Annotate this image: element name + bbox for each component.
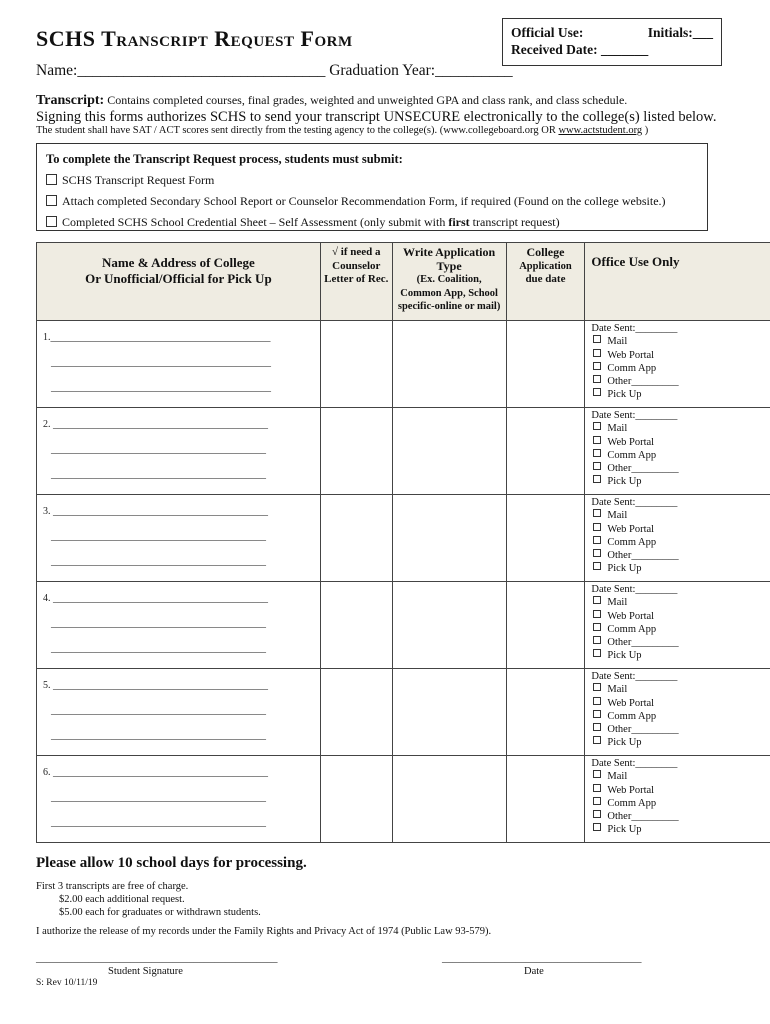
college-line[interactable]: ___________________________________________ [51, 817, 266, 828]
checkbox-icon[interactable] [593, 549, 601, 557]
due-date-cell[interactable] [506, 495, 585, 582]
submit-heading: To complete the Transcript Request process, students must submit: [46, 152, 403, 166]
checkbox-icon[interactable] [593, 683, 601, 691]
college-line[interactable]: ___________________________________________ [51, 643, 266, 654]
counselor-letter-header: √ if need a Counselor Letter of Rec. [320, 243, 392, 321]
college-line[interactable]: ___________________________________________ [51, 705, 266, 716]
college-line[interactable]: 4. ___________________________________________ [43, 593, 268, 604]
date-sent-field[interactable]: Date Sent:________ [591, 671, 678, 682]
counselor-letter-cell[interactable] [320, 408, 392, 495]
office-option-other[interactable]: Other_________ [591, 462, 765, 475]
office-use-cell [585, 669, 770, 756]
college-entry-cell[interactable] [37, 408, 321, 495]
office-option-web-portal[interactable]: Web Portal [591, 523, 765, 536]
college-entry-cell[interactable] [37, 756, 321, 843]
application-type-cell[interactable] [392, 756, 506, 843]
office-option-mail[interactable]: Mail [591, 422, 765, 435]
office-option-web-portal[interactable]: Web Portal [591, 697, 765, 710]
college-line[interactable]: 6. ___________________________________________ [43, 767, 268, 778]
college-entry-cell[interactable] [37, 582, 321, 669]
revision-note: S: Rev 10/11/19 [36, 978, 98, 988]
office-use-cell [585, 582, 770, 669]
office-option-web-portal[interactable]: Web Portal [591, 436, 765, 449]
processing-notice: Please allow 10 school days for processing. [36, 855, 307, 871]
checkbox[interactable] [46, 216, 57, 227]
fee-schedule: First 3 transcripts are free of charge. $2.00 each additional request. $5.00 each for graduates or withdrawn students. [36, 881, 261, 918]
due-date-cell[interactable] [506, 408, 585, 495]
checkbox-icon[interactable] [593, 422, 601, 430]
office-option-comm-app[interactable]: Comm App [591, 449, 765, 462]
checkbox-icon[interactable] [593, 649, 601, 657]
checkbox-icon[interactable] [593, 697, 601, 705]
office-use-cell [585, 756, 770, 843]
name-graduation-line[interactable]: Name:________________________________ Graduation Year:__________ [36, 62, 513, 79]
application-type-cell[interactable] [392, 669, 506, 756]
official-use-label: Official Use: [511, 25, 584, 40]
application-type-cell[interactable] [392, 495, 506, 582]
office-option-pick-up[interactable]: Pick Up [591, 736, 765, 749]
college-entry-cell[interactable] [37, 495, 321, 582]
due-date-header: College Application due date [506, 243, 585, 321]
requirement-item: Attach completed Secondary School Report or Counselor Recommendation Form, if required (Found on the college website.) [46, 191, 698, 212]
checkbox-icon[interactable] [593, 436, 601, 444]
checkbox-icon[interactable] [593, 462, 601, 470]
application-type-cell[interactable] [392, 321, 506, 408]
checkbox-icon[interactable] [593, 523, 601, 531]
date-label: Date [524, 966, 544, 977]
checkbox-icon[interactable] [593, 736, 601, 744]
due-date-cell[interactable] [506, 669, 585, 756]
checkbox[interactable] [46, 195, 57, 206]
transcript-label: Transcript: [36, 93, 105, 108]
college-name-header: Name & Address of College Or Unofficial/Official for Pick Up [37, 243, 321, 321]
official-use-box [502, 18, 722, 66]
office-use-cell [585, 321, 770, 408]
signature-field[interactable]: ______________________________________________ [36, 953, 278, 964]
college-line[interactable]: ___________________________________________ [51, 792, 266, 803]
office-option-other[interactable]: Other_________ [591, 375, 765, 388]
office-option-mail[interactable]: Mail [591, 596, 765, 609]
checkbox-icon[interactable] [593, 710, 601, 718]
college-line[interactable]: ___________________________________________ [51, 531, 266, 542]
checkbox-icon[interactable] [593, 823, 601, 831]
office-option-other[interactable]: Other_________ [591, 549, 765, 562]
college-line[interactable]: ____________________________________________ [51, 382, 271, 393]
office-option-pick-up[interactable]: Pick Up [591, 823, 765, 836]
counselor-letter-cell[interactable] [320, 495, 392, 582]
office-option-other[interactable]: Other_________ [591, 723, 765, 736]
checkbox-icon[interactable] [593, 610, 601, 618]
college-line[interactable]: 5. ___________________________________________ [43, 680, 268, 691]
college-line[interactable]: 3. ___________________________________________ [43, 506, 268, 517]
office-use-header: Office Use Only [585, 243, 770, 321]
college-line[interactable]: ____________________________________________ [51, 357, 271, 368]
checkbox[interactable] [46, 174, 57, 185]
signature-label: Student Signature [108, 966, 183, 977]
counselor-letter-cell[interactable] [320, 669, 392, 756]
application-type-cell[interactable] [392, 408, 506, 495]
table-row [37, 321, 770, 408]
date-sent-field[interactable]: Date Sent:________ [591, 758, 678, 769]
checkbox-icon[interactable] [593, 623, 601, 631]
checkbox-icon[interactable] [593, 636, 601, 644]
application-type-header: Write Application Type (Ex. Coalition, Common App, School specific-online or mail) [392, 243, 506, 321]
college-line[interactable]: ___________________________________________ [51, 618, 266, 629]
college-line[interactable]: ___________________________________________ [51, 556, 266, 567]
checkbox-icon[interactable] [593, 596, 601, 604]
office-option-comm-app[interactable]: Comm App [591, 536, 765, 549]
checkbox-icon[interactable] [593, 797, 601, 805]
office-option-mail[interactable]: Mail [591, 683, 765, 696]
act-student-link[interactable]: www.actstudent.org [558, 125, 643, 136]
office-option-mail[interactable]: Mail [591, 770, 765, 783]
office-use-cell [585, 495, 770, 582]
date-sent-field[interactable]: Date Sent:________ [591, 584, 678, 595]
office-option-comm-app[interactable]: Comm App [591, 623, 765, 636]
office-option-other[interactable]: Other_________ [591, 636, 765, 649]
counselor-letter-cell[interactable] [320, 321, 392, 408]
checkbox-icon[interactable] [593, 810, 601, 818]
transcript-description: Transcript: Contains completed courses, final grades, weighted and unweighted GPA and class rank, and class schedule. [36, 93, 628, 108]
table-row [37, 408, 770, 495]
college-line[interactable]: ___________________________________________ [51, 469, 266, 480]
office-option-web-portal[interactable]: Web Portal [591, 610, 765, 623]
table-row [37, 669, 770, 756]
office-option-pick-up[interactable]: Pick Up [591, 388, 765, 401]
checkbox-icon[interactable] [593, 562, 601, 570]
table-row [37, 756, 770, 843]
date-sent-field[interactable]: Date Sent:________ [591, 410, 678, 421]
checkbox-icon[interactable] [593, 723, 601, 731]
checkbox-icon[interactable] [593, 536, 601, 544]
requirement-item: Completed SCHS School Credential Sheet – Self Assessment (only submit with first transcript request) [46, 212, 698, 233]
checkbox-icon[interactable] [593, 335, 601, 343]
due-date-cell[interactable] [506, 582, 585, 669]
checkbox-icon[interactable] [593, 388, 601, 396]
office-option-pick-up[interactable]: Pick Up [591, 649, 765, 662]
checkbox-icon[interactable] [593, 509, 601, 517]
scores-note: The student shall have SAT / ACT scores sent directly from the testing agency to the college(s). (www.collegeboard.org OR www.actstudent.org ) [36, 125, 649, 136]
checkbox-icon[interactable] [593, 375, 601, 383]
college-line[interactable]: ___________________________________________ [51, 444, 266, 455]
table-row [37, 495, 770, 582]
office-option-web-portal[interactable]: Web Portal [591, 349, 765, 362]
office-option-mail[interactable]: Mail [591, 509, 765, 522]
checkbox-icon[interactable] [593, 770, 601, 778]
form-title: SCHS Transcript Request Form [36, 26, 353, 51]
college-line[interactable]: 2. ___________________________________________ [43, 419, 268, 430]
office-use-cell [585, 408, 770, 495]
office-option-web-portal[interactable]: Web Portal [591, 784, 765, 797]
college-line[interactable]: 1.____________________________________________ [43, 332, 271, 343]
date-field[interactable]: ______________________________________ [442, 953, 642, 964]
date-sent-field[interactable]: Date Sent:________ [591, 323, 678, 334]
office-option-pick-up[interactable]: Pick Up [591, 562, 765, 575]
counselor-letter-cell[interactable] [320, 582, 392, 669]
ferpa-authorization: I authorize the release of my records under the Family Rights and Privacy Act of 1974 (Public Law 93-579). [36, 926, 492, 937]
checkbox-icon[interactable] [593, 349, 601, 357]
college-request-table [36, 242, 770, 843]
checkbox-icon[interactable] [593, 362, 601, 370]
submit-requirements-box [36, 143, 708, 231]
table-row [37, 582, 770, 669]
office-option-comm-app[interactable]: Comm App [591, 797, 765, 810]
table-header-row [37, 243, 770, 321]
checkbox-icon[interactable] [593, 784, 601, 792]
received-date-field[interactable]: Received Date: _______ [511, 42, 649, 57]
application-type-cell[interactable] [392, 582, 506, 669]
college-entry-cell[interactable] [37, 669, 321, 756]
college-line[interactable]: ___________________________________________ [51, 730, 266, 741]
authorization-text: Signing this forms authorizes SCHS to send your transcript UNSECURE electronically to the college(s) listed below. [36, 109, 717, 125]
office-option-other[interactable]: Other_________ [591, 810, 765, 823]
checkbox-icon[interactable] [593, 475, 601, 483]
due-date-cell[interactable] [506, 756, 585, 843]
initials-field[interactable]: Initials:___ [647, 25, 713, 40]
college-entry-cell[interactable] [37, 321, 321, 408]
counselor-letter-cell[interactable] [320, 756, 392, 843]
checkbox-icon[interactable] [593, 449, 601, 457]
office-option-pick-up[interactable]: Pick Up [591, 475, 765, 488]
due-date-cell[interactable] [506, 321, 585, 408]
office-option-mail[interactable]: Mail [591, 335, 765, 348]
requirement-item: SCHS Transcript Request Form [46, 170, 698, 191]
date-sent-field[interactable]: Date Sent:________ [591, 497, 678, 508]
office-option-comm-app[interactable]: Comm App [591, 710, 765, 723]
office-option-comm-app[interactable]: Comm App [591, 362, 765, 375]
